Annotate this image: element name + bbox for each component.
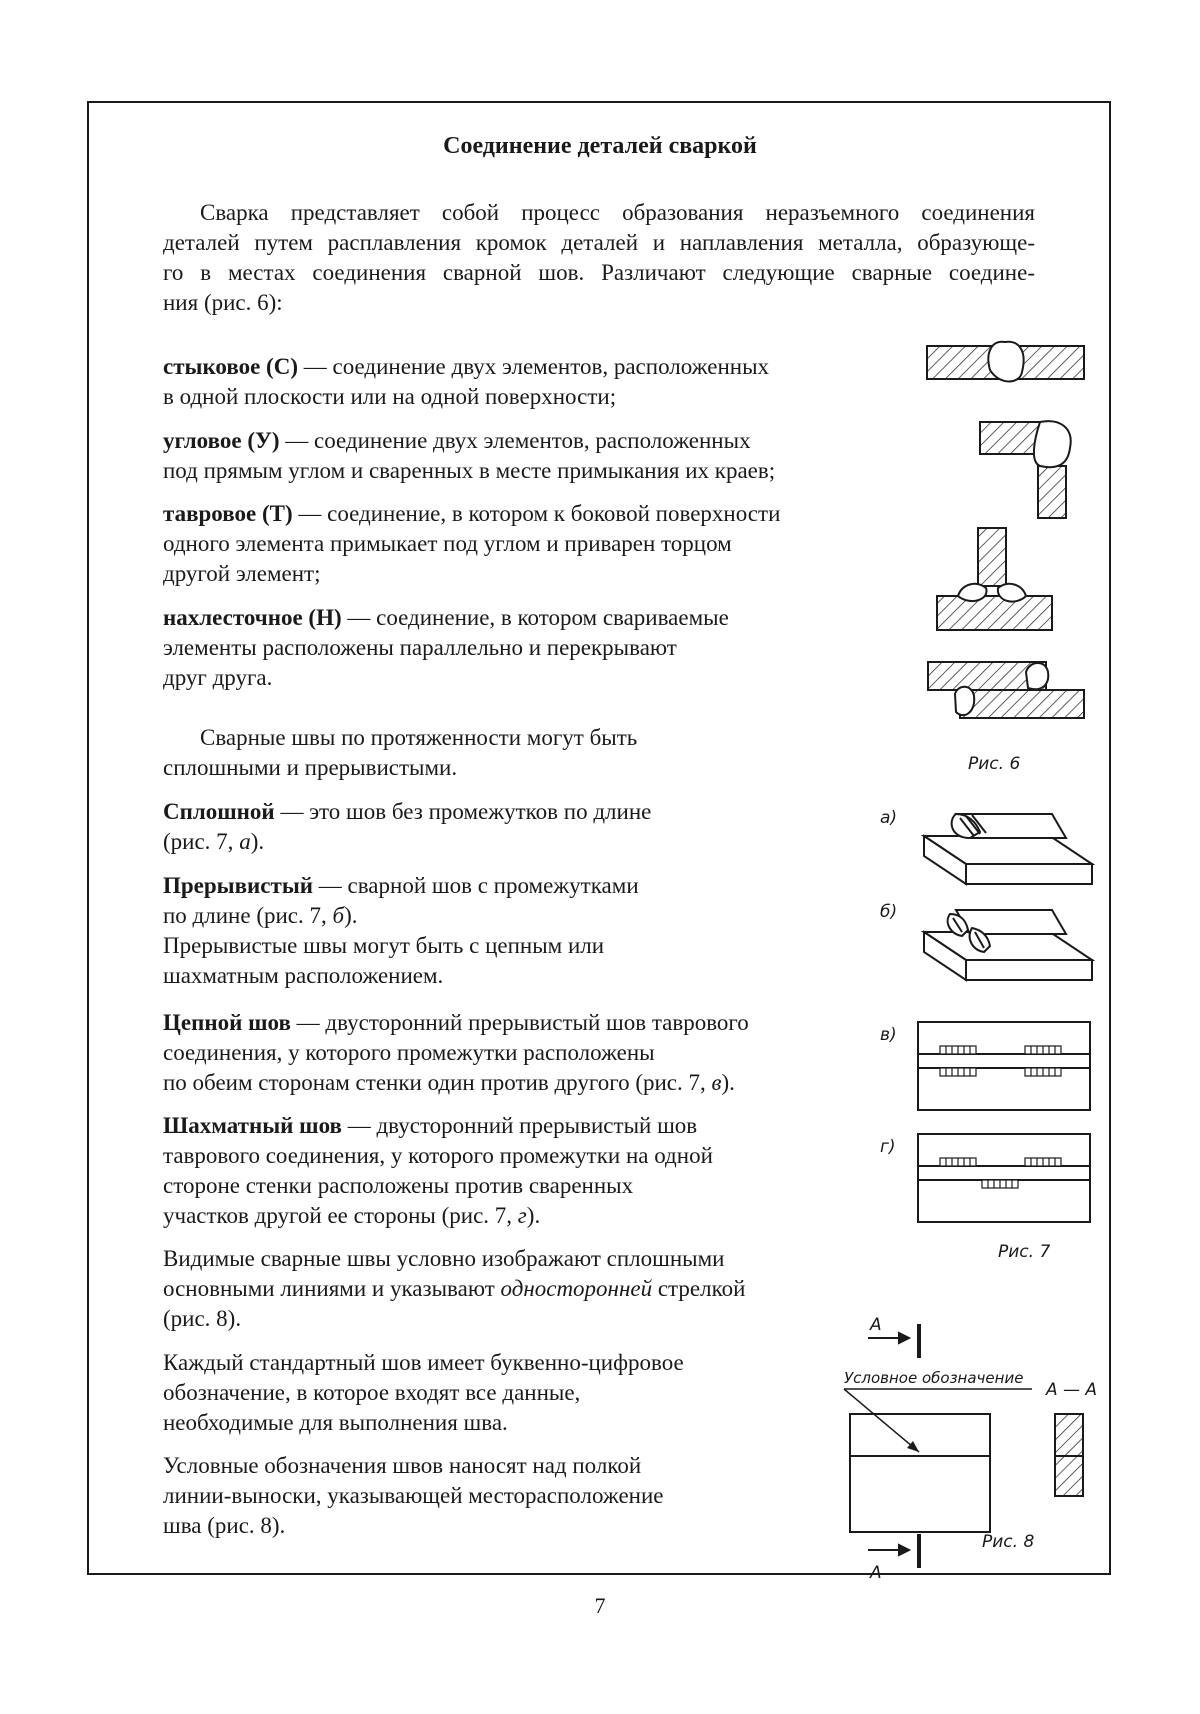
staggered-seam-figure	[918, 1134, 1090, 1222]
notation-figure	[844, 1324, 1083, 1568]
fig8-leader-text: Условное обозначение	[844, 1369, 1024, 1387]
chain-seam-figure	[918, 1022, 1090, 1110]
seam-continuous: Сплошной — это шов без промежутков по длине (рис. 7, а).	[163, 799, 652, 854]
joint-corner: угловое (У) — соединение двух элементов, расположенных под прямым углом и сваренных в месте примыкания их краев;	[163, 428, 776, 483]
notation-paragraph-1: Видимые сварные швы условно изображают сплошными основными линиями и указывают односторонней стрелкой (рис. 8).	[163, 1246, 746, 1331]
tee-joint-figure	[937, 528, 1052, 630]
joint-tee: тавровое (Т) — соединение, в котором к боковой поверхности одного элемента примыкает под углом и приварен торцом другой элемент;	[163, 501, 781, 586]
page-title: Соединение деталей сваркой	[443, 133, 757, 159]
fig6-caption: Рис. 6	[968, 754, 1021, 774]
notation-paragraph-2: Каждый стандартный шов имеет буквенно-цифровое обозначение, в которое входят все данные, необходимые для выполнения шва.	[163, 1350, 684, 1435]
page-number: 7	[594, 1593, 606, 1618]
fig8-section-label-bottom: A	[870, 1563, 882, 1583]
seam-staggered: Шахматный шов — двусторонний прерывистый шов таврового соединения, у которого промежутки на одной стороне стенки расположены против сваренных участков другой ее стороны (рис. 7, г).	[163, 1113, 713, 1228]
fig7-label-g: г)	[880, 1137, 896, 1157]
joint-term: угловое (У)	[163, 428, 280, 453]
fig8-caption: Рис. 8	[982, 1532, 1035, 1552]
fig7-label-b: б)	[880, 902, 898, 922]
seams-intro: Сварные швы по протяженности могут быть сплошными и прерывистыми.	[163, 725, 638, 780]
fig8-section-label-top: A	[870, 1315, 882, 1335]
joint-butt: стыковое (С) — соединение двух элементов, расположенных в одной плоскости или на одной поверхности;	[163, 354, 770, 409]
notation-paragraph-3: Условные обозначения швов наносят над полкой линии-выноски, указывающей месторасположение шва (рис. 8).	[163, 1453, 664, 1538]
joint-term: стыковое (С)	[163, 354, 298, 379]
seam-chain: Цепной шов — двусторонний прерывистый шов таврового соединения, у которого промежутки расположены по обеим сторонам стенки один против другого (рис. 7, в).	[163, 1010, 749, 1095]
fig7-label-v: в)	[880, 1025, 897, 1045]
joint-term: тавровое (Т)	[163, 501, 293, 526]
seam-intermittent: Прерывистый — сварной шов с промежутками по длине (рис. 7, б). Прерывистые швы могут быть с цепным или шахматным расположением.	[163, 873, 639, 988]
continuous-seam-figure	[924, 814, 1092, 884]
intro-line-2: деталей путем расплавления кромок деталей и наплавления металла, образующе-	[163, 230, 1035, 255]
fig7-label-a: а)	[880, 808, 898, 828]
intermittent-seam-figure	[924, 910, 1092, 980]
fig7-caption: Рис. 7	[998, 1242, 1051, 1262]
lap-joint-figure	[928, 662, 1084, 718]
joint-term: нахлесточное (Н)	[163, 605, 342, 630]
fig8-section-pair: A — A	[1046, 1380, 1098, 1400]
intro-line-1: Сварка представляет собой процесс образования неразъемного соединения	[200, 200, 1035, 225]
butt-joint-figure	[763, 0, 1084, 382]
corner-joint-figure	[980, 421, 1071, 518]
intro-line-3: го в местах соединения сварной шов. Различают следующие сварные соедине-	[163, 260, 1035, 285]
intro-line-4: ния (рис. 6):	[163, 290, 283, 315]
joint-lap: нахлесточное (Н) — соединение, в котором свариваемые элементы расположены параллельно и перекрывают друг друга.	[163, 605, 729, 690]
